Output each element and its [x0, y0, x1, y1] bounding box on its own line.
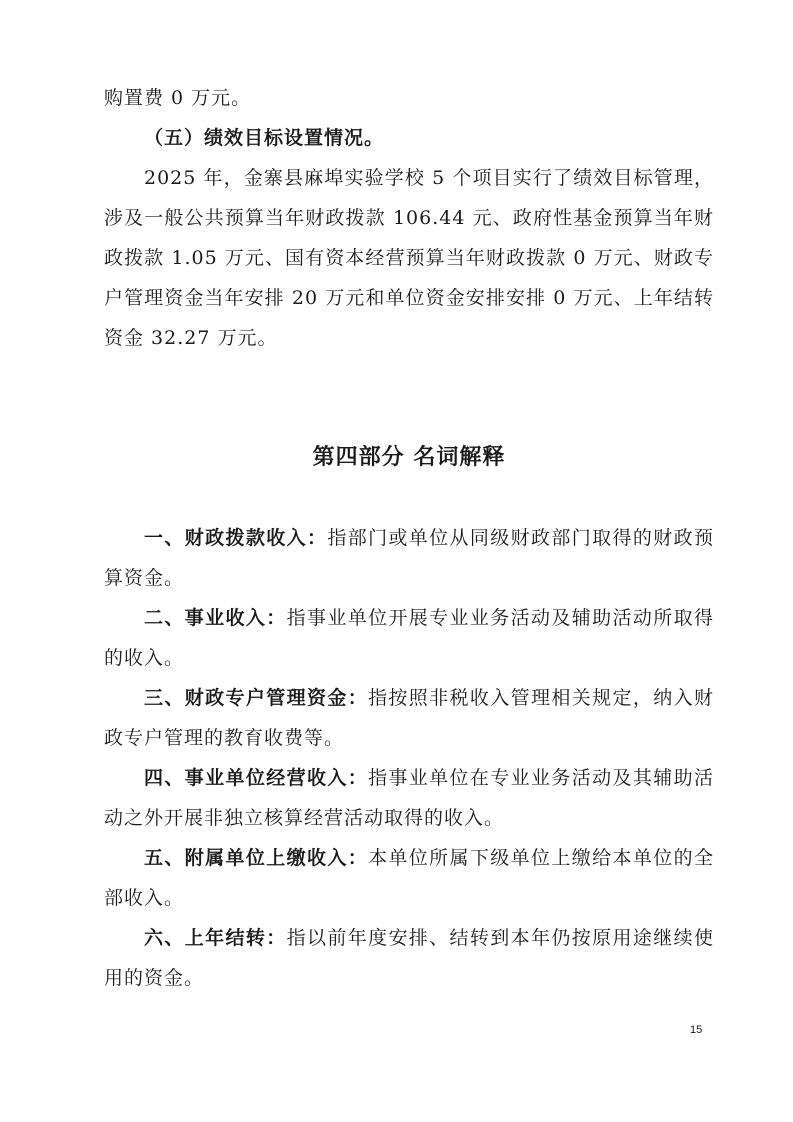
section-title: 第四部分 名词解释 [312, 445, 506, 470]
definition-item [104, 838, 714, 918]
definition-term: 二、事业收入： [144, 607, 287, 629]
definition-item [104, 678, 714, 758]
definition-item [104, 598, 714, 678]
top-text-block [104, 78, 714, 358]
performance-subheading: （五）绩效目标设置情况。 [144, 127, 385, 149]
definition-term: 三、财政专户管理资金： [144, 687, 369, 709]
definition-term: 六、上年结转： [144, 927, 287, 949]
continuation-line: 购置费 0 万元。 [104, 87, 252, 109]
definition-text: 指以前年度安排、结转到本年仍按原用途继续使用的资金。 [104, 927, 714, 989]
definition-item [104, 918, 714, 998]
page-number: 15 [690, 1024, 703, 1036]
definition-item [104, 518, 714, 598]
definition-term: 五、附属单位上缴收入： [144, 847, 369, 869]
definition-text: 指部门或单位从同级财政部门取得的财政预算资金。 [104, 527, 714, 589]
definition-term: 四、事业单位经营收入： [144, 767, 369, 789]
performance-paragraph: 2025 年，金寨县麻埠实验学校 5 个项目实行了绩效目标管理，涉及一般公共预算当年财政拨款 106.44 元、政府性基金预算当年财政拨款 1.05 万元、国有资本经营预算当年财政拨款 0 万元、财政专户管理资金当年安排 20 万元和单位资金安排安排 0 万元、上年结转资金 32.27 万元。 [104, 167, 714, 349]
definition-text: 指事业单位开展专业业务活动及辅助活动所取得的收入。 [104, 607, 714, 669]
definition-item [104, 758, 714, 838]
definitions-block [104, 518, 714, 998]
definition-term: 一、财政拨款收入： [144, 527, 328, 549]
definition-text: 指按照非税收入管理相关规定，纳入财政专户管理的教育收费等。 [104, 687, 714, 749]
definition-text: 本单位所属下级单位上缴给本单位的全部收入。 [104, 847, 714, 909]
definition-text: 指事业单位在专业业务活动及其辅助活动之外开展非独立核算经营活动取得的收入。 [104, 767, 714, 829]
